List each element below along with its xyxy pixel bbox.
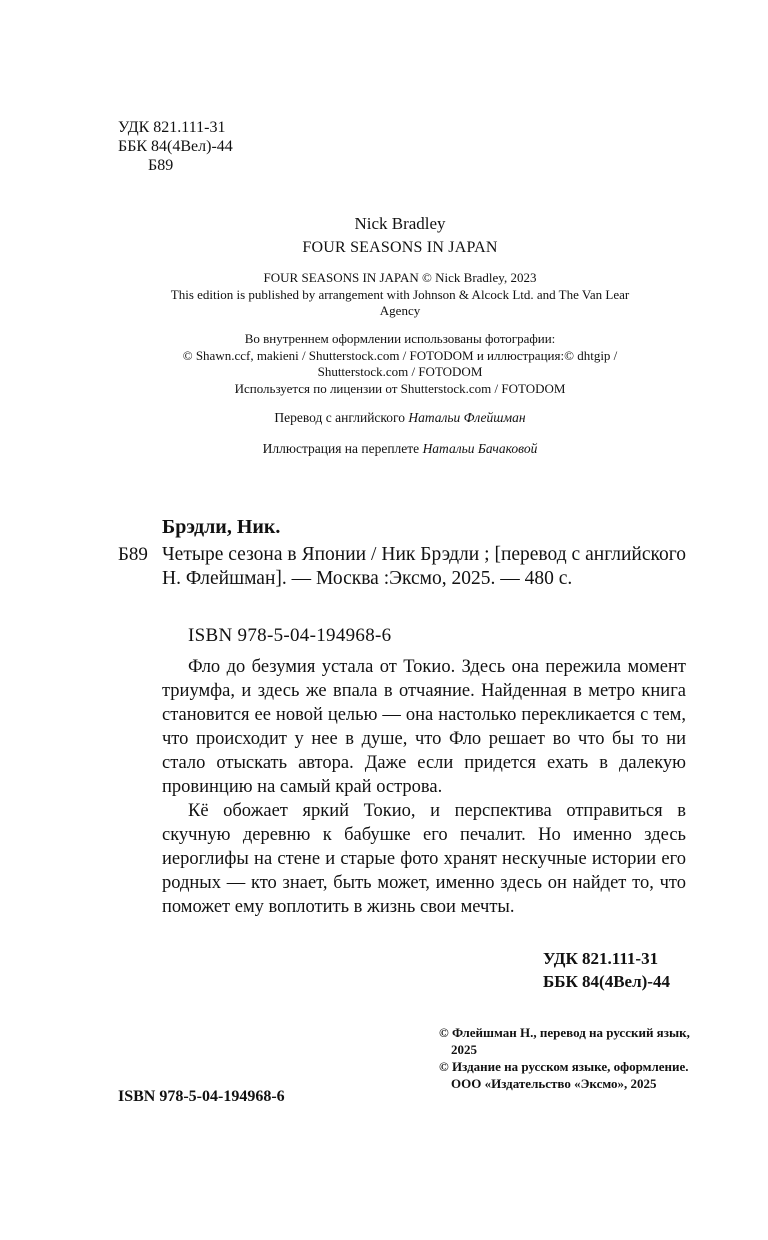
bibliographic-author: Брэдли, Ник. bbox=[162, 516, 281, 538]
book-annotation bbox=[162, 655, 686, 919]
udk-code-top: УДК 821.111-31 bbox=[118, 119, 226, 136]
bibliographic-description: Четыре сезона в Японии / Ник Брэдли ; [перевод с английского Н. Флейшман]. — Москва :Эксмо, 2025. — 480 с. bbox=[162, 544, 686, 589]
annotation-paragraph-1: Фло до безумия устала от Токио. Здесь она пережила момент триумфа, и здесь же впала в отчаяние. Найденная в метро книга становится ее новой целью — она настолько перекликается с тем, что происходит у нее в душе, что Фло решает во что бы то ни стало отыскать автора. Даже если придется ехать в далекую провинцию на самый край острова. bbox=[162, 657, 686, 797]
annotation-paragraph-2: Кё обожает яркий Токио, и перспектива отправиться в скучную деревню к бабушке его печалит. Но именно здесь иероглифы на стене и старые фото хранят нескучные истории его родных — кто знает, быть может, именно здесь он найдет то, что поможет ему воплотить в жизнь свои мечты. bbox=[162, 801, 686, 917]
copyright-edition: © Издание на русском языке, оформление. ООО «Издательство «Эксмо», 2025 bbox=[439, 1059, 689, 1091]
original-copyright: FOUR SEASONS IN JAPAN © Nick Bradley, 2023 bbox=[263, 270, 537, 285]
author-sign-top: Б89 bbox=[148, 157, 174, 174]
bibliographic-isbn: ISBN 978-5-04-194968-6 bbox=[188, 625, 392, 646]
illustration-credit bbox=[110, 441, 690, 457]
edition-note-line-2: Agency bbox=[379, 303, 421, 318]
translator-name: Натальи Флейшман bbox=[408, 410, 526, 425]
photo-credit-line-1: Во внутреннем оформлении использованы фотографии: bbox=[244, 331, 556, 346]
isbn-bottom: ISBN 978-5-04-194968-6 bbox=[118, 1088, 285, 1105]
translation-prefix: Перевод с английского bbox=[274, 410, 405, 425]
translation-credit bbox=[110, 410, 690, 426]
edition-note-line-1: This edition is published by arrangement with Johnson & Alcock Ltd. and The Van Lear bbox=[170, 287, 630, 302]
illustration-prefix: Иллюстрация на переплете bbox=[262, 441, 420, 456]
photo-credit-line-4: Используется по лицензии от Shutterstock.com / FOTODOM bbox=[234, 381, 566, 396]
bbk-code-top: ББК 84(4Вел)-44 bbox=[118, 138, 233, 155]
author-name-english: Nick Bradley bbox=[354, 214, 446, 233]
copyright-block bbox=[439, 1024, 701, 1092]
bibliographic-code: Б89 bbox=[118, 544, 148, 565]
copyright-translation: © Флейшман Н., перевод на русский язык, 2025 bbox=[439, 1025, 690, 1057]
illustrator-name: Натальи Бачаковой bbox=[422, 441, 538, 456]
title-english: FOUR SEASONS IN JAPAN bbox=[302, 239, 498, 256]
udk-code-bottom: УДК 821.111-31 bbox=[543, 949, 659, 968]
bbk-code-bottom: ББК 84(4Вел)-44 bbox=[543, 972, 670, 991]
photo-credit-line-2: © Shawn.ccf, makieni / Shutterstock.com / FOTODOM и иллюстрация:© dhtgip / bbox=[182, 348, 618, 363]
photo-credit-line-3: Shutterstock.com / FOTODOM bbox=[317, 364, 483, 379]
